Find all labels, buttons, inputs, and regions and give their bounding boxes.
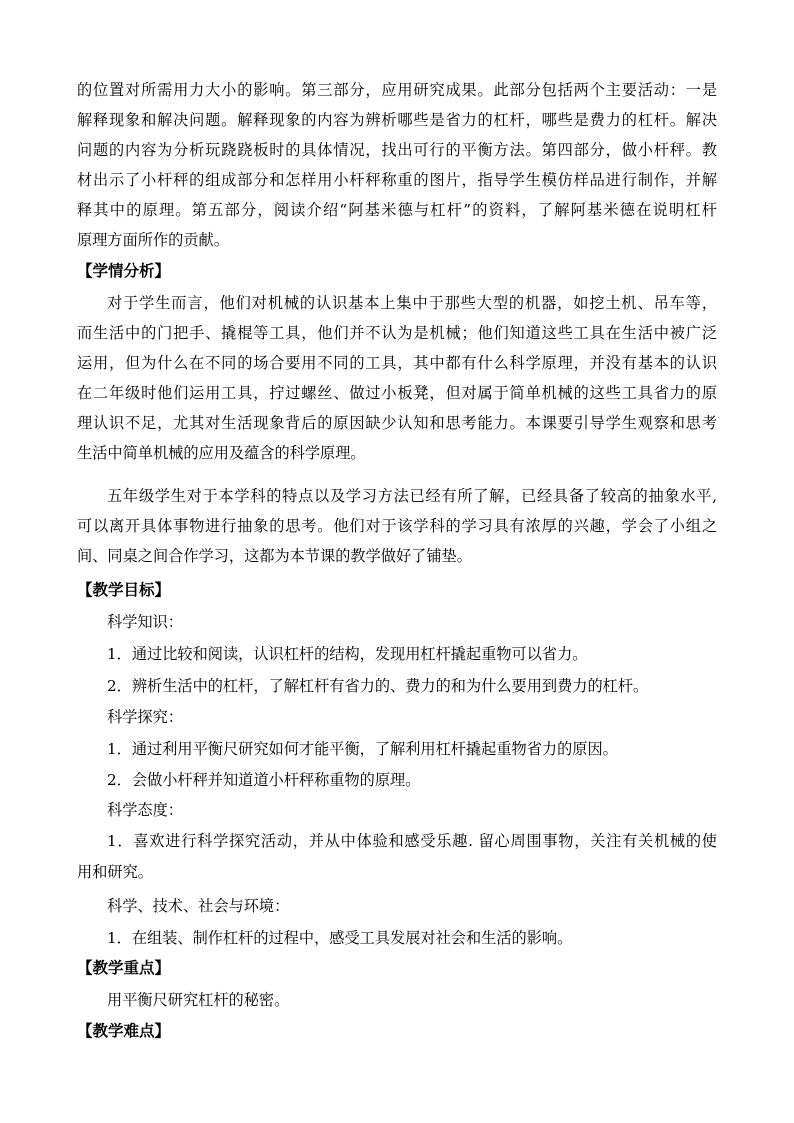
- intro-line-5: 释其中的原理。第五部分，阅读介绍“阿基米德与杠杆”的资料，了解阿基米德在说明杠杆: [77, 201, 717, 219]
- sts-item-1: 1．在组装、制作杠杆的过程中，感受工具发展对社会和生活的影响。: [107, 929, 573, 947]
- sts-label: 科学、技术、社会与环境：: [107, 897, 290, 915]
- knowledge-item-1: 1．通过比较和阅读，认识杠杆的结构，发现用杠杆撬起重物可以省力。: [107, 645, 588, 663]
- analysis-p2-line-2: 可以离开具体事物进行抽象的思考。他们对于该学科的学习具有浓厚的兴趣，学会了小组之: [77, 517, 717, 535]
- analysis-p1-line-5: 理认识不足，尤其对生活现象背后的原因缺少认知和思考能力。本课要引导学生观察和思考: [77, 414, 717, 432]
- inquiry-item-1: 1．通过利用平衡尺研究如何才能平衡，了解利用杠杆撬起重物省力的原因。: [107, 740, 618, 758]
- attitude-item-line-1: 1．喜欢进行科学探究活动，并从中体验和感受乐趣. 留心周围事物，关注有关机械的使: [107, 832, 717, 850]
- inquiry-label: 科学探究：: [107, 708, 183, 726]
- analysis-p1-line-3: 运用，但为什么在不同的场合要用不同的工具，其中都有什么科学原理，并没有基本的认识: [77, 354, 717, 372]
- analysis-p1-line-4: 在二年级时他们运用工具，拧过螺丝、做过小板凳，但对属于简单机械的这些工具省力的原: [77, 384, 717, 402]
- analysis-p2-line-3: 间、同桌之间合作学习，这都为本节课的教学做好了铺垫。: [77, 547, 472, 565]
- intro-line-1: 的位置对所需用力大小的影响。第三部分，应用研究成果。此部分包括两个主要活动：一是: [77, 81, 717, 99]
- analysis-p1-line-2: 而生活中的门把手、撬棍等工具，他们并不认为是机械；他们知道这些工具在生活中被广泛: [77, 324, 717, 342]
- attitude-label: 科学态度：: [107, 801, 183, 819]
- knowledge-item-2: 2．辨析生活中的杠杆，了解杠杆有省力的、费力的和为什么要用到费力的杠杆。: [107, 677, 649, 695]
- analysis-p1-line-1: 对于学生而言，他们对机械的认识基本上集中于那些大型的机器，如挖土机、吊车等，: [107, 294, 717, 312]
- key-points-content: 用平衡尺研究杠杆的秘密。: [107, 991, 290, 1009]
- analysis-p2-line-1: 五年级学生对于本学科的特点以及学习方法已经有所了解，已经具备了较高的抽象水平,: [107, 487, 717, 505]
- objectives-heading: 【教学目标】: [77, 581, 171, 599]
- intro-line-2: 解释现象和解决问题。解释现象的内容为辨析哪些是省力的杠杆，哪些是费力的杠杆。解决: [77, 111, 717, 129]
- attitude-item-line-2: 用和研究。: [77, 863, 153, 881]
- difficulties-heading: 【教学难点】: [77, 1022, 171, 1040]
- knowledge-label: 科学知识：: [107, 613, 183, 631]
- inquiry-item-2: 2．会做小杆秤并知道道小杆秤称重物的原理。: [107, 771, 421, 789]
- intro-line-4: 材出示了小杆秤的组成部分和怎样用小杆秤称重的图片，指导学生模仿样品进行制作，并解: [77, 171, 717, 189]
- intro-line-3: 问题的内容为分析玩跷跷板时的具体情况，找出可行的平衡方法。第四部分，做小杆秤。教: [77, 141, 717, 159]
- analysis-p1-line-6: 生活中简单机械的应用及蕴含的科学原理。: [77, 444, 366, 462]
- key-points-heading: 【教学重点】: [77, 959, 171, 977]
- student-analysis-heading: 【学情分析】: [77, 262, 171, 280]
- intro-line-6: 原理方面所作的贡献。: [77, 231, 229, 249]
